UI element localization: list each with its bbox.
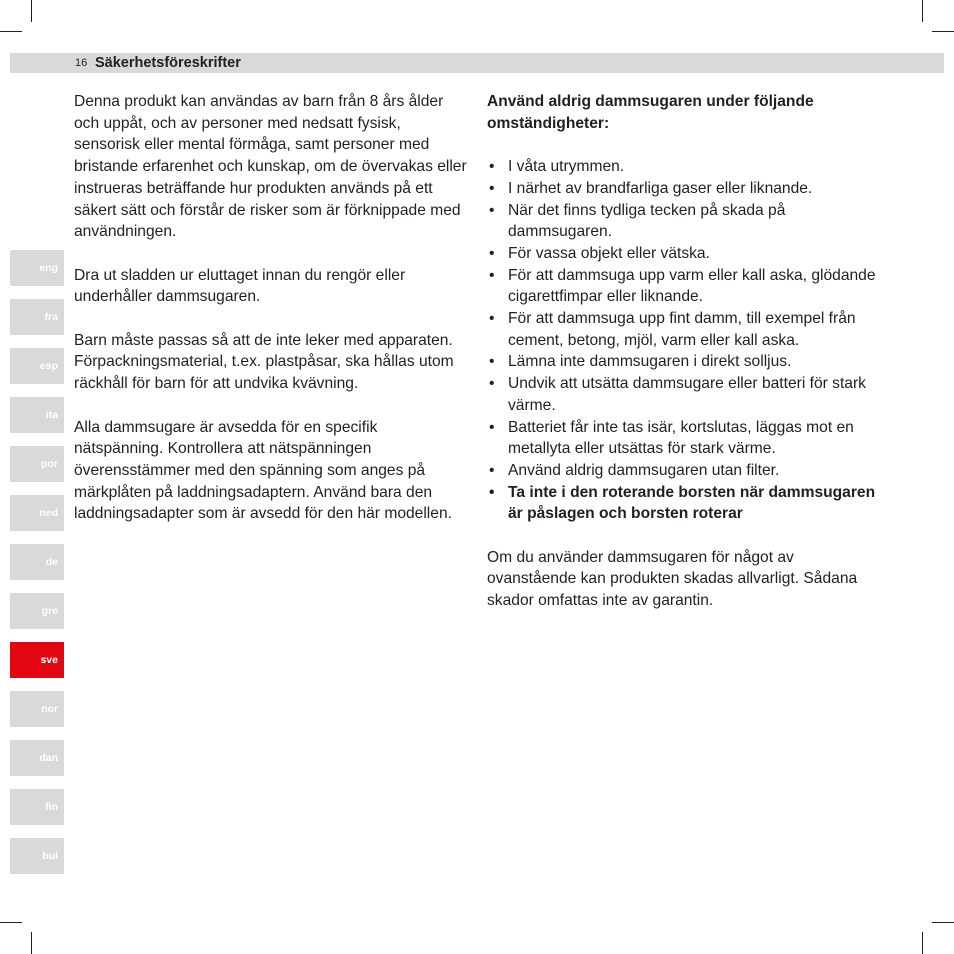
- language-tab-gre[interactable]: [10, 593, 64, 629]
- list-item: [487, 460, 887, 482]
- paragraph-children-usage: Denna produkt kan användas av barn från 8 års ålder och uppåt, och av personer med nedsatt fysisk, sensorisk eller mental förmåga, samt personer med bristande erfarenhet och kunskap, om de övervakas eller instrueras beträffande hur produkten används på ett säkert sätt och förstår de risker som är förknippade med användningen.: [74, 93, 467, 241]
- crop-mark: [31, 0, 32, 22]
- list-item-text: Ta inte i den roterande borsten när dammsugaren är påslagen och borsten roterar: [508, 483, 876, 523]
- language-tab-nor[interactable]: [10, 691, 64, 727]
- list-item: [487, 417, 887, 460]
- bullet-icon: •: [489, 201, 495, 219]
- language-tab-sve[interactable]: [10, 642, 64, 678]
- bullet-icon: •: [489, 418, 495, 436]
- list-item-text: När det finns tydliga tecken på skada på dammsugaren.: [508, 201, 786, 241]
- list-item: [487, 308, 887, 351]
- language-tab-esp[interactable]: [10, 348, 64, 384]
- language-tab-ita[interactable]: [10, 397, 64, 433]
- left-column: [74, 91, 469, 547]
- language-tab-eng[interactable]: [10, 250, 64, 286]
- bullet-icon: •: [489, 310, 495, 328]
- language-tab-bul[interactable]: [10, 838, 64, 874]
- list-item: [487, 200, 887, 243]
- language-tab-por[interactable]: [10, 446, 64, 482]
- language-tab-label: eng: [39, 262, 58, 274]
- crop-mark: [922, 0, 923, 22]
- list-item-text: För att dammsuga upp fint damm, till exempel från cement, betong, mjöl, varm eller kall aska.: [508, 310, 856, 349]
- list-item-text: Använd aldrig dammsugaren utan filter.: [508, 461, 780, 479]
- list-item-text: För att dammsuga upp varm eller kall aska, glödande cigarettfimpar eller liknande.: [508, 266, 876, 306]
- list-item: [487, 156, 887, 178]
- language-tab-label: sve: [40, 654, 58, 666]
- language-tab-label: dan: [39, 752, 58, 764]
- bullet-icon: •: [489, 375, 495, 393]
- list-item-text: Batteriet får inte tas isär, kortslutas, läggas mot en metallyta eller utsättas för stark värme.: [508, 418, 854, 458]
- list-item-text: I våta utrymmen.: [508, 158, 625, 176]
- language-tab-label: nor: [41, 703, 58, 715]
- paragraph-children-supervision: Barn måste passas så att de inte leker med apparaten. Förpackningsmaterial, t.ex. plastpåsar, ska hållas utom räckhåll för barn för att undvika kvävning.: [74, 331, 454, 393]
- warning-heading: Använd aldrig dammsugaren under följande omständigheter:: [487, 93, 814, 132]
- language-tab-label: bul: [42, 850, 58, 862]
- paragraph-unplug: Dra ut sladden ur eluttaget innan du rengör eller underhåller dammsugaren.: [74, 266, 406, 306]
- language-tab-label: ita: [45, 409, 58, 421]
- right-column: [487, 91, 887, 634]
- language-tab-label: gre: [41, 605, 58, 617]
- list-item-emphasized: [487, 482, 887, 525]
- language-tab-label: ned: [39, 507, 58, 519]
- language-tab-fin[interactable]: [10, 789, 64, 825]
- list-item-text: I närhet av brandfarliga gaser eller liknande.: [508, 179, 813, 197]
- list-item-text: Lämna inte dammsugaren i direkt solljus.: [508, 353, 792, 371]
- bullet-icon: •: [489, 179, 495, 197]
- crop-mark: [932, 922, 954, 923]
- bullet-icon: •: [489, 461, 495, 479]
- language-tab-label: por: [41, 458, 58, 470]
- bullet-icon: •: [489, 483, 495, 501]
- language-tab-label: esp: [39, 360, 58, 372]
- crop-mark: [31, 932, 32, 954]
- language-tab-label: de: [45, 556, 58, 568]
- list-item: [487, 243, 887, 265]
- paragraph-damage-warning: Om du använder dammsugaren för något av ovanstående kan produkten skadas allvarligt. Sådana skador omfattas inte av garantin.: [487, 548, 858, 610]
- language-tab-fra[interactable]: [10, 299, 64, 335]
- list-item-text: För vassa objekt eller vätska.: [508, 244, 710, 262]
- warning-list: [487, 156, 887, 525]
- page-number: 16: [75, 57, 88, 69]
- language-tab-label: fin: [45, 801, 58, 813]
- crop-mark: [0, 31, 22, 32]
- list-item: [487, 373, 887, 416]
- bullet-icon: •: [489, 353, 495, 371]
- language-tab-dan[interactable]: [10, 740, 64, 776]
- bullet-icon: •: [489, 158, 495, 176]
- crop-mark: [932, 31, 954, 32]
- crop-mark: [0, 922, 22, 923]
- bullet-icon: •: [489, 266, 495, 284]
- list-item: [487, 351, 887, 373]
- list-item: [487, 265, 887, 308]
- language-tab-de[interactable]: [10, 544, 64, 580]
- language-tab-label: fra: [44, 311, 58, 323]
- paragraph-voltage: Alla dammsugare är avsedda för en specifik nätspänning. Kontrollera att nätspänningen överensstämmer med den spänning som anges på märkplåten på laddningsadaptern. Använd bara den laddningsadapter som är avsedd för den här modellen.: [74, 418, 452, 523]
- language-tab-ned[interactable]: [10, 495, 64, 531]
- bullet-icon: •: [489, 244, 495, 262]
- crop-mark: [922, 932, 923, 954]
- list-item: [487, 178, 887, 200]
- page-title: Säkerhetsföreskrifter: [95, 55, 241, 71]
- list-item-text: Undvik att utsätta dammsugare eller batteri för stark värme.: [508, 375, 866, 414]
